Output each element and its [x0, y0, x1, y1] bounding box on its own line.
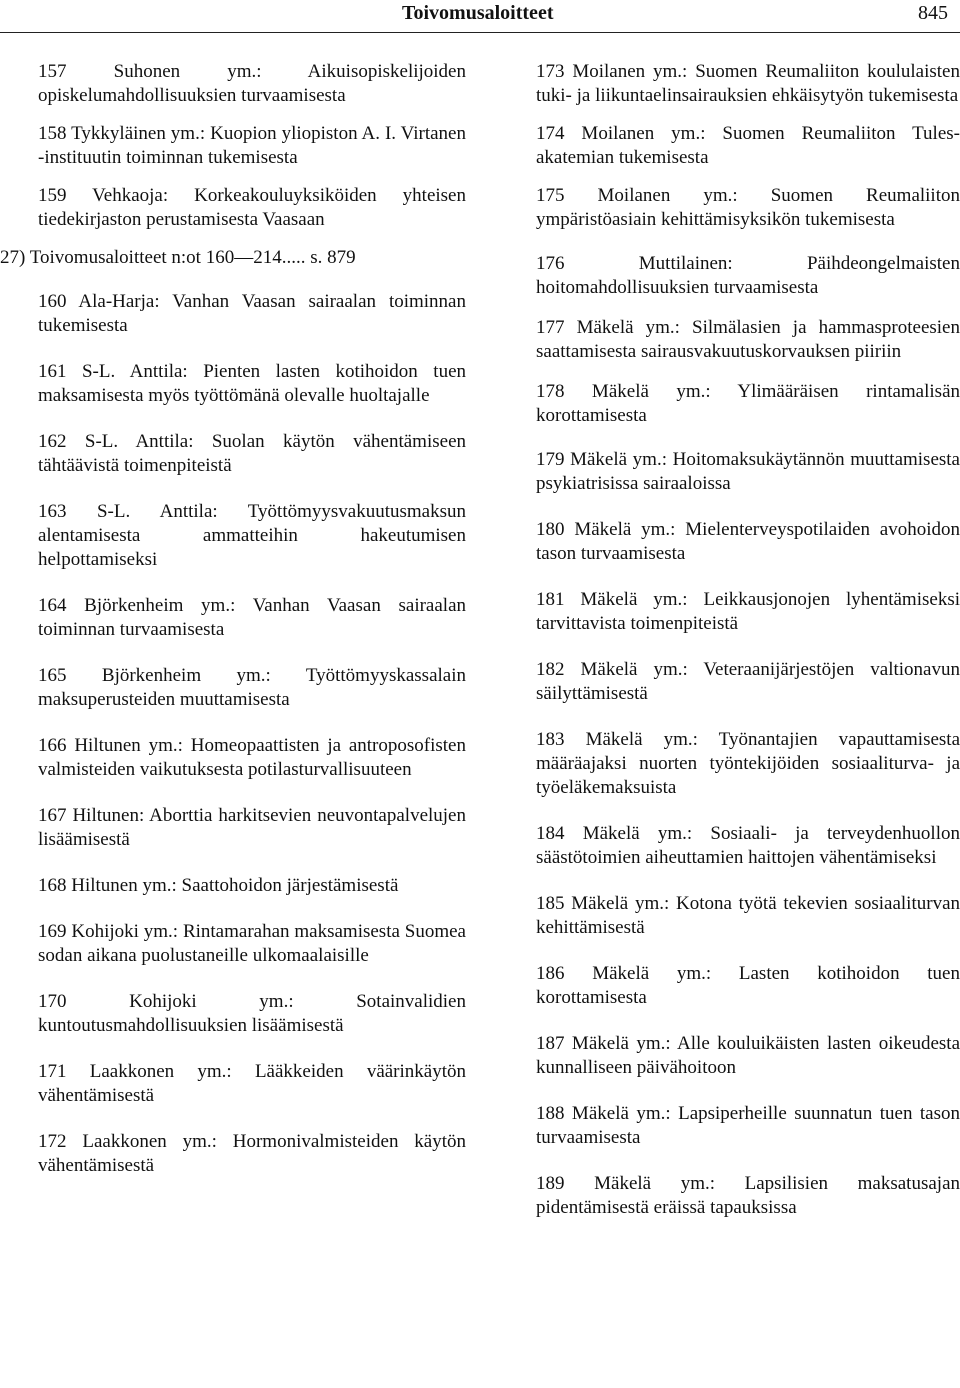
initiative-entry: 171 Laakkonen ym.: Lääkkeiden väärinkäytön vähentämisestä — [38, 1061, 466, 1106]
initiative-entry: 159 Vehkaoja: Korkeakouluyksiköiden yhteisen tiedekirjaston perustamisesta Vaasaan — [38, 185, 466, 230]
initiative-entry: 181 Mäkelä ym.: Leikkausjonojen lyhentämiseksi tarvittavista toimenpiteistä — [536, 589, 960, 634]
running-title: Toivomusaloitteet — [402, 2, 554, 24]
initiative-entry: 160 Ala-Harja: Vanhan Vaasan sairaalan toiminnan tukemisesta — [38, 291, 466, 336]
initiative-entry: 163 S-L. Anttila: Työttömyysvakuutusmaksun alentamisesta ammatteihin hakeutumisen helpottamiseksi — [38, 501, 466, 570]
initiative-entry: 180 Mäkelä ym.: Mielenterveyspotilaiden avohoidon tason turvaamisesta — [536, 519, 960, 564]
initiative-entry: 158 Tykkyläinen ym.: Kuopion yliopiston A. I. Virtanen -instituutin toiminnan tukemisesta — [38, 123, 466, 168]
initiative-entry: 185 Mäkelä ym.: Kotona työtä tekevien sosiaaliturvan kehittämisestä — [536, 893, 960, 938]
initiative-entry: 165 Björkenheim ym.: Työttömyyskassalain maksuperusteiden muuttamisesta — [38, 665, 466, 710]
initiative-entry: 172 Laakkonen ym.: Hormonivalmisteiden käytön vähentämisestä — [38, 1131, 466, 1176]
initiative-entry: 178 Mäkelä ym.: Ylimääräisen rintamalisän korottamisesta — [536, 381, 960, 426]
initiative-entry: 176 Muttilainen: Päihdeongelmaisten hoitomahdollisuuksien turvaamisesta — [536, 253, 960, 298]
initiative-entry: 183 Mäkelä ym.: Työnantajien vapauttamisesta määräajaksi nuorten työntekijöiden sosiaaliturva- ja työeläkemaksuista — [536, 729, 960, 798]
initiative-entry: 166 Hiltunen ym.: Homeopaattisten ja antroposofisten valmisteiden vaikutuksesta potilasturvallisuuteen — [38, 735, 466, 780]
initiative-entry: 184 Mäkelä ym.: Sosiaali- ja terveydenhuollon säästötoimien aiheuttamien haittojen vähentämiseksi — [536, 823, 960, 868]
initiative-entry: 167 Hiltunen: Aborttia harkitsevien neuvontapalvelujen lisäämisestä — [38, 805, 466, 850]
initiative-entry: 182 Mäkelä ym.: Veteraanijärjestöjen valtionavun säilyttämisestä — [536, 659, 960, 704]
initiative-entry: 189 Mäkelä ym.: Lapsilisien maksatusajan pidentämisestä eräissä tapauksissa — [536, 1173, 960, 1218]
initiative-entry: 186 Mäkelä ym.: Lasten kotihoidon tuen korottamisesta — [536, 963, 960, 1008]
section-heading: 27) Toivomusaloitteet n:ot 160—214..... s. 879 — [0, 247, 356, 268]
left-column — [0, 60, 466, 1178]
page-header — [0, 0, 960, 33]
initiative-entry: 187 Mäkelä ym.: Alle kouluikäisten lasten oikeudesta kunnalliseen päivähoitoon — [536, 1033, 960, 1078]
initiative-entry: 169 Kohijoki ym.: Rintamarahan maksamisesta Suomea sodan aikana puolustaneille ulkomaalaisille — [38, 921, 466, 966]
initiative-entry: 161 S-L. Anttila: Pienten lasten kotihoidon tuen maksamisesta myös työttömänä olevalle huoltajalle — [38, 361, 466, 406]
initiative-entry: 177 Mäkelä ym.: Silmälasien ja hammasproteesien saattamisesta sairausvakuutuskorvauksen piiriin — [536, 317, 960, 362]
initiative-entry: 157 Suhonen ym.: Aikuisopiskelijoiden opiskelumahdollisuuksien turvaamisesta — [38, 61, 466, 106]
initiative-entry: 188 Mäkelä ym.: Lapsiperheille suunnatun tuen tason turvaamisesta — [536, 1103, 960, 1148]
initiative-entry: 170 Kohijoki ym.: Sotainvalidien kuntoutusmahdollisuuksien lisäämisestä — [38, 991, 466, 1036]
initiative-entry: 162 S-L. Anttila: Suolan käytön vähentämiseen tähtäävistä toimenpiteistä — [38, 431, 466, 476]
initiative-entry: 164 Björkenheim ym.: Vanhan Vaasan sairaalan toiminnan turvaamisesta — [38, 595, 466, 640]
initiative-entry: 168 Hiltunen ym.: Saattohoidon järjestämisestä — [38, 875, 399, 896]
page-number: 845 — [918, 2, 948, 24]
right-column — [536, 60, 960, 1220]
initiative-entry: 179 Mäkelä ym.: Hoitomaksukäytännön muuttamisesta psykiatrisissa sairaaloissa — [536, 449, 960, 494]
initiative-entry: 174 Moilanen ym.: Suomen Reumaliiton Tules-akatemian tukemisesta — [536, 123, 960, 168]
initiative-entry: 173 Moilanen ym.: Suomen Reumaliiton koululaisten tuki- ja liikuntaelinsairauksien ehkäisytyön tukemisesta — [536, 61, 960, 106]
initiative-entry: 175 Moilanen ym.: Suomen Reumaliiton ympäristöasiain kehittämisyksikön tukemisesta — [536, 185, 960, 230]
